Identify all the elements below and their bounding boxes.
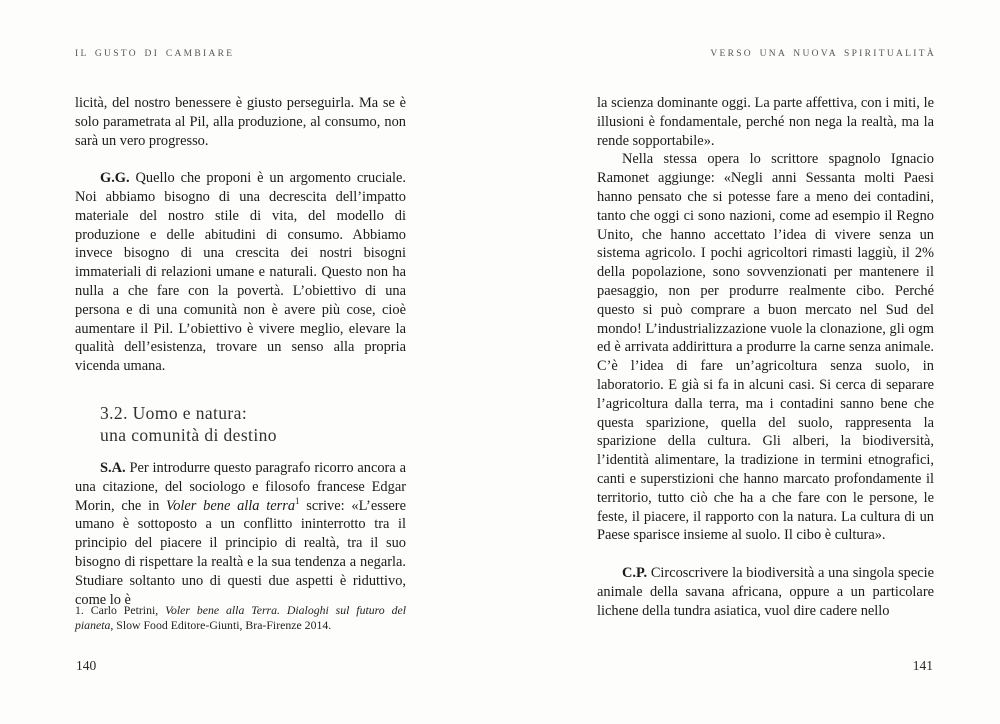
- text-run: 1. Carlo Petrini,: [75, 603, 166, 617]
- paragraph: [597, 150, 934, 545]
- paragraph: [75, 169, 406, 376]
- paragraph: [597, 564, 934, 620]
- text-run: Nella stessa opera lo scrittore spagnolo Ignacio Ramonet aggiunge: «Negli anni Sessanta molti Paesi hanno pensato che si potesse fare a meno dei contadini, tanto che oggi ci sono nazioni, come ad esempio il Regno Unito, che hanno accettato l’idea di vivere senza un sistema agricolo. I pochi agricoltori rimasti laggiù, il 2% della popolazione, sono sovvenzionati per mantenere il paesaggio, non per produrre realmente cibo. Perché questo si può comprare a buon mercato nel Sud del mondo! L’industrializzazione vuole la clonazione, gli ogm ed è arrivata addirittura a produrre la carne senza animale. C’è l’idea di fare un’agricoltura senza suolo, in laboratorio. E già si fa in alcuni casi. Si cerca di separare l’agricoltura dalla terra, ma i contadini sanno bene che questa sparizione, quella del suolo, rappresenta la sparizione della cultura. Gli alberi, la biodiversità, l’identità alimentare, la tradizione in termini etnografici, canti e superstizioni che hanno marcato profondamente il territorio, tutto ciò che ha a che fare con le persone, le feste, il piacere, il rapporto con la natura. La cultura di un Paese sparisce insieme al suolo. Il cibo è cultura».: [597, 151, 934, 544]
- text-run: scrive: «L’essere umano è sottoposto a un conflitto ininterrotto tra il principio del piacere il principio di realtà, tra il suo bisogno di rispettare la realtà e la sua tendenza a negarla. Studiare soltanto uno di questi due aspetti è riduttivo, come lo è: [75, 497, 406, 608]
- text-run: Circoscrivere la biodiversità a una singola specie animale della savana africana, oppure a un particolare lichene della tundra asiatica, vuol dire cadere nello: [597, 564, 934, 619]
- text-sup: 1: [295, 495, 300, 506]
- text-bold: C.P.: [622, 564, 648, 581]
- running-header-left: IL GUSTO DI CAMBIARE: [75, 49, 235, 59]
- section-heading: [75, 402, 406, 447]
- text-run: Quello che proponi è un argomento cruciale. Noi abbiamo bisogno di una decrescita dell’impatto materiale del nostro stile di vita, del modello di produzione e delle abitudini di consumo. Abbiamo invece bisogno di una crescita dei nostri bisogni immateriali di relazioni umane e naturali. Questo non ha nulla a che fare con la povertà. L’obiettivo di una persona e di una comunità non è avere più cose, cioè aumentare il Pil. L’obiettivo è vivere meglio, elevare la qualità dell’esistenza, trovare un senso alla propria vicenda umana.: [75, 170, 406, 375]
- text-bold: S.A.: [100, 459, 126, 476]
- text-run: licità, del nostro benessere è giusto perseguirla. Ma se è solo parametrata al Pil, alla produzione, al consumo, non sarà un vero progresso.: [75, 95, 406, 149]
- page-right: [597, 0, 934, 724]
- text-run: Per introdurre questo paragrafo ricorro ancora a una citazione, del sociologo e filosofo francese Edgar Morin, che in: [75, 459, 406, 514]
- text-run: , Slow Food Editore-Giunti, Bra-Firenze 2014.: [110, 618, 332, 633]
- text-run: la scienza dominante oggi. La parte affettiva, con i miti, le illusioni è fondamentale, perché non nega la realtà, ma la rende sopportabile».: [597, 95, 934, 149]
- page-left: [75, 0, 406, 724]
- section-heading-line: 3.2. Uomo e natura:: [100, 402, 248, 423]
- text-italic: Voler bene alla terra: [166, 497, 296, 514]
- page-number-right: 141: [912, 658, 933, 673]
- paragraph: [597, 94, 934, 150]
- footnote: [75, 603, 406, 634]
- paragraph: [75, 459, 406, 609]
- section-heading-line: una comunità di destino: [100, 425, 277, 446]
- page-body-left: [75, 94, 406, 609]
- text-bold: G.G.: [100, 170, 130, 187]
- text-italic: Voler bene alla Terra. Dialoghi sul futuro del pianeta: [75, 603, 406, 633]
- paragraph: [75, 94, 406, 150]
- page-body-right: [597, 94, 934, 620]
- page-number-left: 140: [76, 658, 97, 673]
- running-header-right: VERSO UNA NUOVA SPIRITUALITÀ: [710, 49, 936, 59]
